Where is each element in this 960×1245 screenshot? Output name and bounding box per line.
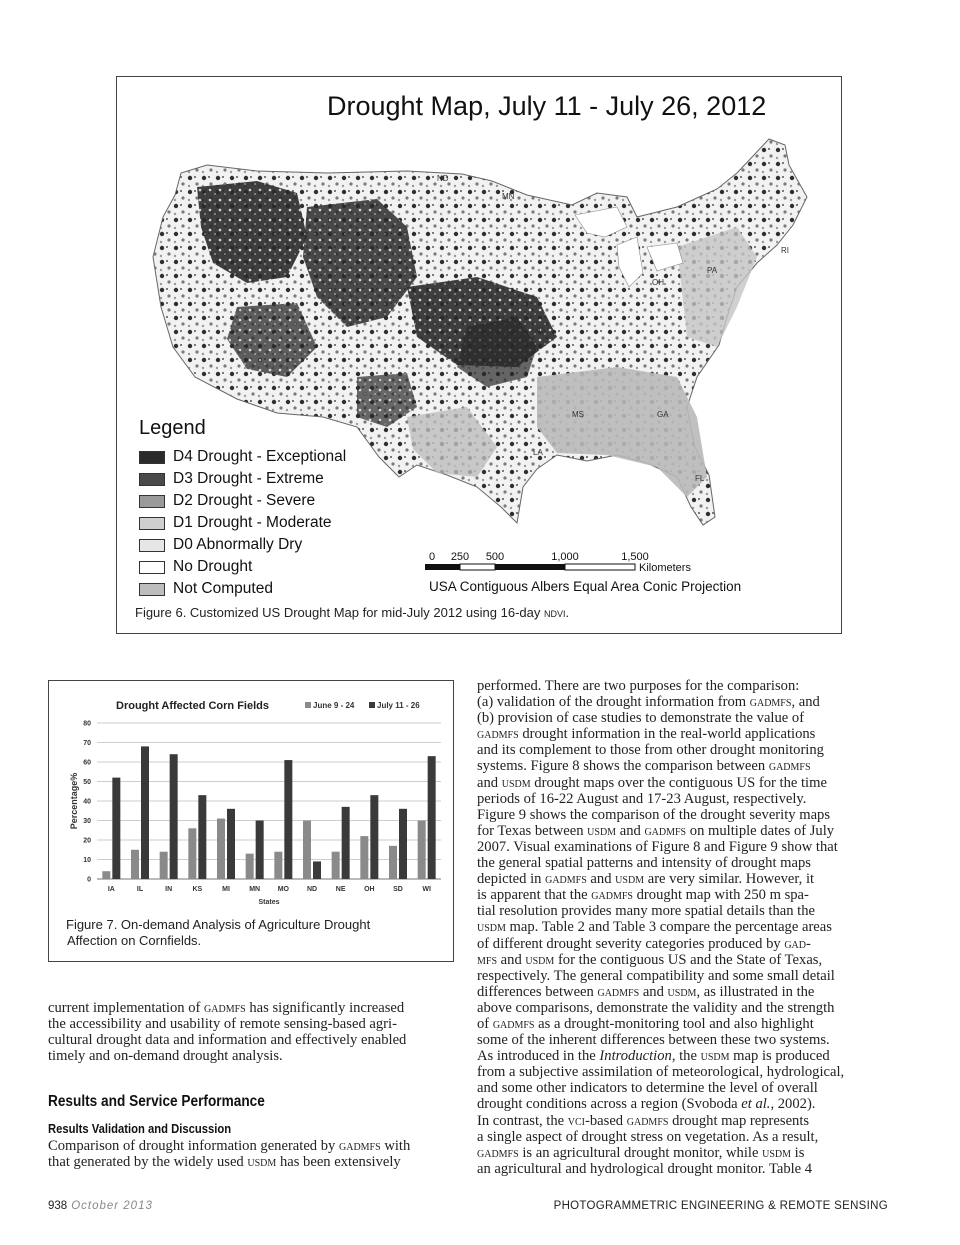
text-line: performed. There are two purposes for the comparison: — [477, 678, 800, 694]
text-line: As introduced in the Introduction, the usdm map is produced — [477, 1048, 830, 1065]
text-line: Figure 9 shows the comparison of the drought severity maps — [477, 806, 831, 823]
chart-bar — [131, 850, 139, 879]
text-line: and usdm drought maps over the contiguous US for the time — [477, 774, 827, 791]
scale-tick-label: 500 — [485, 551, 505, 563]
state-label: MN — [502, 192, 515, 201]
state-label: OH — [652, 278, 664, 287]
text-line: gadmfs drought information in the real-world applications — [477, 726, 816, 743]
legend-swatch — [139, 495, 165, 508]
chart-bar — [284, 760, 292, 879]
journal-name: PHOTOGRAMMETRIC ENGINEERING & REMOTE SENSING — [553, 1200, 888, 1212]
section-heading: Results and Service Performance — [48, 1093, 265, 1110]
figure-6-caption — [135, 605, 569, 620]
chart-legend-swatch — [369, 702, 375, 708]
text-line: the general spatial patterns and intensity of drought maps — [477, 855, 811, 872]
chart-x-tick-label: IN — [165, 886, 173, 893]
text-line: of gadmfs as a drought-monitoring tool and also highlight — [477, 1015, 814, 1032]
scale-tick-label: 250 — [450, 551, 470, 563]
chart-x-tick-label: KS — [192, 886, 203, 893]
text-line: and some other indicators to determine the level of overall — [477, 1080, 818, 1097]
state-label: MO — [532, 326, 545, 335]
state-label: RI — [781, 246, 789, 255]
text-line: above comparisons, demonstrate the validity and the strength — [477, 999, 835, 1016]
chart-y-axis-label: Percentage% — [69, 772, 79, 830]
text-line: is apparent that the gadmfs drought map with 250 m spa- — [477, 887, 809, 904]
scale-tick-label: 1,500 — [621, 551, 649, 563]
state-label: PA — [707, 266, 718, 275]
text-line: from a subjective assimilation of meteorological, hydrological, — [477, 1064, 845, 1081]
chart-y-tick-label: 0 — [87, 876, 91, 884]
scale-bar — [425, 551, 725, 578]
legend-title: Legend — [139, 417, 206, 439]
text-line: an agricultural and hydrological drought monitor. Table 4 — [477, 1160, 813, 1177]
chart-x-tick-label: OH — [364, 886, 375, 893]
chart-bar — [141, 746, 149, 879]
legend-items — [139, 446, 346, 600]
chart-bar — [389, 846, 397, 879]
chart-bar — [256, 821, 264, 880]
legend-item — [139, 446, 346, 468]
chart-bar — [227, 809, 235, 879]
chart-x-tick-label: IL — [136, 886, 144, 893]
chart-bar — [360, 836, 368, 879]
caption-suffix: . — [565, 605, 570, 620]
text-line: respectively. The general compatibility and some small detail — [477, 967, 835, 984]
legend-label: No Drought — [173, 558, 253, 575]
footer-left — [48, 1200, 153, 1212]
legend-item — [139, 490, 346, 512]
chart-y-tick-label: 30 — [83, 818, 91, 825]
text-line: mfs and usdm for the contiguous US and the State of Texas, — [477, 951, 823, 968]
caption-line-1: Figure 7. On-demand Analysis of Agriculture Drought — [66, 917, 371, 932]
legend-swatch — [139, 451, 165, 464]
chart-x-tick-label: ND — [306, 886, 318, 893]
legend-label: D0 Abnormally Dry — [173, 536, 303, 553]
legend-swatch — [139, 561, 165, 574]
issue-date: October 2013 — [71, 1200, 153, 1212]
corn-drought-chart — [49, 681, 455, 913]
projection-label: USA Contiguous Albers Equal Area Conic Projection — [429, 579, 742, 594]
chart-bar — [399, 809, 407, 879]
legend-swatch — [139, 583, 165, 596]
legend-item — [139, 534, 346, 556]
chart-x-tick-label: MN — [249, 886, 261, 893]
chart-x-tick-label: NE — [335, 886, 346, 893]
legend-label: Not Computed — [173, 580, 273, 597]
caption-line-2: Affection on Cornfields. — [67, 933, 202, 948]
legend-label: D3 Drought - Extreme — [173, 470, 324, 487]
figure-6-drought-map — [116, 76, 842, 634]
text-line: and its complement to those from other drought monitoring — [477, 742, 824, 759]
scale-tick-label: 1,000 — [551, 551, 579, 563]
chart-bar — [370, 795, 378, 879]
chart-bar — [160, 852, 168, 879]
chart-legend-label: July 11 - 26 — [377, 701, 420, 710]
chart-y-tick-label: 80 — [83, 720, 91, 728]
text-line: cultural drought data and information and effectively enabled — [48, 1032, 407, 1049]
figure-7-bar-chart — [48, 680, 454, 962]
left-column-paragraph — [48, 1000, 458, 1064]
chart-y-tick-label: 50 — [83, 779, 91, 786]
chart-x-tick-label: IA — [107, 886, 115, 893]
text-line: current implementation of gadmfs has significantly increased — [48, 1000, 405, 1016]
chart-y-tick-label: 10 — [83, 857, 91, 864]
chart-x-tick-label: SD — [393, 886, 403, 893]
text-line: usdm map. Table 2 and Table 3 compare the percentage areas — [477, 919, 832, 936]
chart-bar — [274, 852, 282, 879]
text-line: systems. Figure 8 shows the comparison between gadmfs — [477, 758, 811, 775]
left-column-paragraph-2 — [48, 1138, 458, 1170]
state-label: ND — [437, 174, 449, 183]
chart-y-tick-label: 20 — [83, 837, 91, 845]
chart-bar — [246, 854, 254, 879]
chart-y-tick-label: 40 — [83, 798, 91, 806]
chart-bar — [102, 871, 110, 879]
text-line: depicted in gadmfs and usdm are very similar. However, it — [477, 871, 815, 888]
text-line: (a) validation of the drought information from gadmfs, and — [477, 694, 820, 711]
chart-legend-label: June 9 - 24 — [313, 701, 355, 710]
scale-tick-label: 0 — [429, 551, 436, 563]
state-label: LA — [533, 448, 543, 457]
legend-label: D1 Drought - Moderate — [173, 514, 332, 531]
text-line: differences between gadmfs and usdm, as illustrated in the — [477, 983, 815, 1000]
page-number: 938 — [48, 1200, 68, 1212]
chart-bar — [342, 807, 350, 879]
chart-title: Drought Affected Corn Fields — [116, 700, 269, 712]
subsection-heading: Results Validation and Discussion — [48, 1122, 232, 1136]
chart-x-tick-label: WI — [422, 886, 431, 893]
chart-bar — [188, 828, 196, 879]
scale-unit: Kilometers — [639, 562, 691, 574]
chart-bar — [332, 852, 340, 879]
text-line: for Texas between usdm and gadmfs on multiple dates of July — [477, 822, 835, 839]
legend-swatch — [139, 473, 165, 486]
text-line: 2007. Visual examinations of Figure 8 and Figure 9 show that — [477, 838, 838, 855]
legend-swatch — [139, 539, 165, 552]
state-label: GA — [657, 410, 669, 419]
text-line: periods of 16-22 August and 17-23 August, respectively. — [477, 790, 807, 807]
legend-item — [139, 512, 346, 534]
chart-y-tick-label: 70 — [83, 740, 91, 747]
text-line: timely and on-demand drought analysis. — [48, 1048, 283, 1065]
chart-bar — [170, 754, 178, 879]
chart-x-tick-label: MO — [277, 886, 289, 893]
map-title: Drought Map, July 11 - July 26, 2012 — [327, 91, 767, 121]
state-label: MS — [572, 410, 584, 419]
text-line: Comparison of drought information generated by gadmfs with — [48, 1138, 411, 1154]
text-line: In contrast, the vci-based gadmfs drought map represents — [477, 1112, 810, 1129]
map-legend — [139, 417, 346, 600]
legend-item — [139, 578, 346, 600]
chart-bar — [418, 821, 426, 880]
chart-x-axis-label: States — [258, 899, 280, 906]
text-line: of different drought severity categories produced by gad- — [477, 935, 811, 952]
right-column-paragraph — [477, 678, 893, 1177]
chart-bar — [303, 821, 311, 880]
text-line: that generated by the widely used usdm has been extensively — [48, 1154, 401, 1171]
chart-bar — [198, 795, 206, 879]
text-line: tial resolution provides many more spatial details than the — [477, 903, 816, 920]
chart-y-tick-label: 60 — [83, 759, 91, 767]
legend-item — [139, 468, 346, 490]
state-label: FL — [695, 474, 705, 483]
chart-x-tick-label: MI — [222, 886, 230, 893]
legend-label: D4 Drought - Exceptional — [173, 448, 347, 465]
chart-legend-swatch — [305, 702, 311, 708]
caption-text: Figure 6. Customized US Drought Map for mid-July 2012 using 16-day — [135, 605, 544, 620]
chart-bar — [428, 756, 436, 879]
text-line: some of the inherent differences between these two systems. — [477, 1032, 830, 1049]
figure-7-caption — [66, 917, 446, 949]
caption-ndvi: ndvi — [543, 605, 566, 620]
text-line: gadmfs is an agricultural drought monitor, while usdm is — [477, 1144, 805, 1161]
text-line: (b) provision of case studies to demonstrate the value of — [477, 710, 805, 727]
text-line: drought conditions across a region (Svoboda et al., 2002). — [477, 1096, 816, 1113]
text-line: a single aspect of drought stress on vegetation. As a result, — [477, 1128, 819, 1145]
legend-item — [139, 556, 346, 578]
text-line: the accessibility and usability of remote sensing-based agri- — [48, 1016, 397, 1033]
legend-swatch — [139, 517, 165, 530]
chart-bar — [217, 819, 225, 879]
chart-bar — [313, 861, 321, 879]
scale-bar-graphic — [425, 551, 725, 575]
chart-bar — [112, 778, 120, 879]
legend-label: D2 Drought - Severe — [173, 492, 316, 509]
